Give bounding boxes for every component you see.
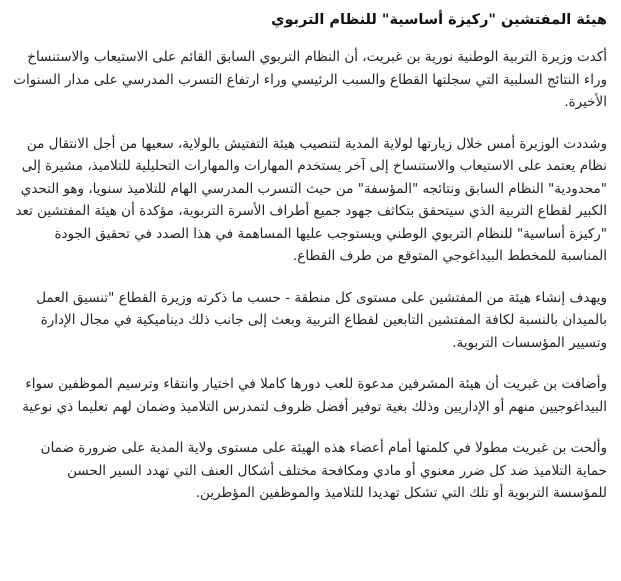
article-paragraph-3: ويهدف إنشاء هيئة من المفتشين على مستوى كل منطقة - حسب ما ذكرته وزيرة القطاع "تنسيق العمل بالميدان بالنسبة لكافة المفتشين التابعين لقطاع التربية وبعث إلى جانب ذلك ديناميكية في مجال الإدارة وتسيير المؤسسات التربوية. xyxy=(36,289,607,351)
article-paragraph-2: وشددت الوزيرة أمس خلال زيارتها لولاية المدية لتنصيب هيئة التفتيش بالولاية، سعيها من أجل الانتقال من نظام يعتمد على الاستيعاب والاستنساخ إلى آخر يستخدم المهارات والمهارات التحليلية للتلاميذ، مشيرة إلى "محدودية" النظام السابق ونتائجه "المؤسفة" من حيث التسرب المدرسي الهام للتلاميذ سنويا، وهو التحدي الكبير لقطاع التربية الذي سيتحقق بتكاثف جهود جميع أطراف الأسرة التربوية، مؤكدة أن هيئة المفتشين تعد "ركيزة أساسية" للنظام التربوي الوطني ويستوجب عليها المساهمة في هذا الصدد في تحقيق الجودة المناسبة للمخطط البيداغوجي المتوقع من طرف القطاع. xyxy=(15,135,607,264)
article-headline: هيئة المفتشين "ركيزة أساسية" للنظام التربوي xyxy=(271,12,607,28)
article-paragraph-5: وألحت بن غبريت مطولا في كلمتها أمام أعضاء هذه الهيئة على مستوى ولاية المدية على ضرورة ضمان حماية التلاميذ ضد كل ضرر معنوي أو مادي ومكافحة مختلف أشكال العنف التي تهدد السير الحسن للمؤسسة التربوية أو تلك التي تشكل تهديدا للتلاميذ والموظفين المؤطرين. xyxy=(40,440,607,501)
article-paragraph-4: وأضافت بن غبريت أن هيئة المشرفين مدعوة للعب دورها كاملا في اختيار وانتقاء وترسيم الموظفين سواء البيداغوجيين منهم أو الإداريين وذلك بغية توفير أفضل ظروف لتمدرس التلاميذ وضمان لهم تعليما ذي نوعية xyxy=(22,376,607,415)
article-paragraph-1: أكدت وزيرة التربية الوطنية نورية بن غبريت، أن النظام التربوي السابق القائم على الاستيعاب والاستنساخ وراء النتائج السلبية التي سجلتها القطاع والسبب الرئيسي وراء ارتفاع التسرب المدرسي على مدار السنوات الأخيرة. xyxy=(13,49,607,110)
